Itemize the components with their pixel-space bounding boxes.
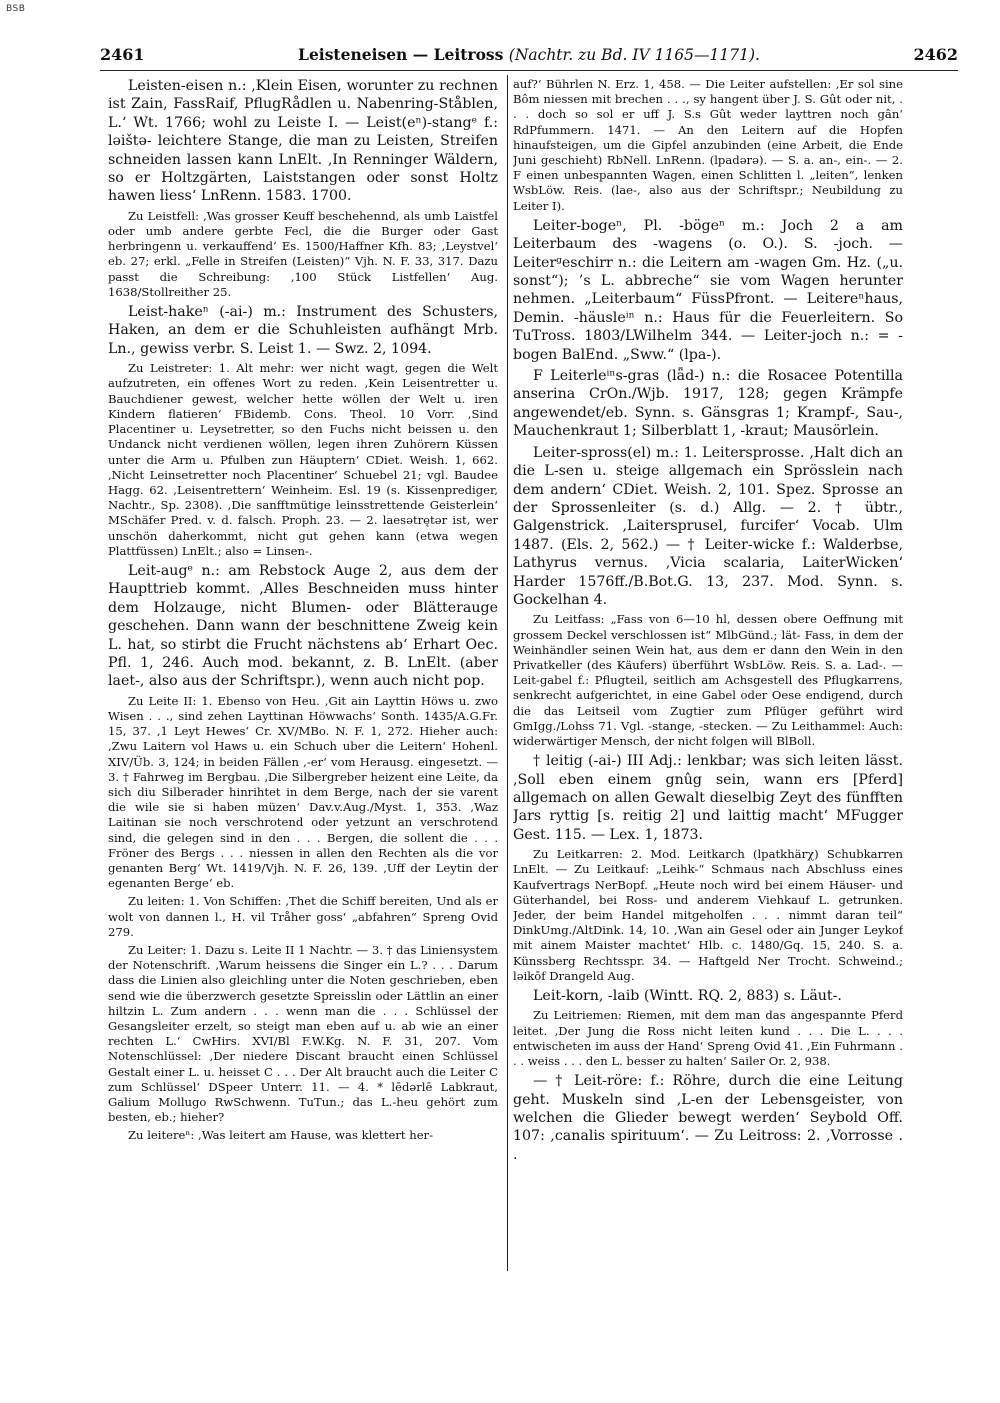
entry: auf?‘ Bührlen N. Erz. 1, 458. — Die Leiter aufstellen: ,Er sol sine Bôm niessen mit brechen . . ., sy hangent über J. S. Gût oder nit, . . . doch so sol er uff J. S.s Gût weder layttren noch gân‘ RdPfummern. 1471. — An den Leitern auf die Hopfen hinaufsteigen, um die Gipfel anzubinden (eine Arbeit, die Ende Juni geschieht) RbNell. LnRenn. (lpadərə). — S. a. an-, ein-. — 2. F einen unbespannten Wagen, einen Schlitten l. „leiten“, lenken WsbLöw. Reis. (lae-, also aus der Schriftspr.; Neubildung zu Leiter I). bbox=[513, 77, 903, 213]
page-number-right: 2462 bbox=[913, 44, 958, 64]
entry: Leisten-eisen n.: ,Klein Eisen, worunter zu rechnen ist Zain, FassRaif, PflugRådlen u. Nabenring-Ståblen, L.‘ Wt. 1766; wohl zu Leiste I. — Leist(eⁿ)-stangᵉ f.: ləištə- leichtere Stange, die man zu Leisten, Streifen schneiden lassen kann LnElt. ,In Renninger Wäldern, so er Holtzgärten, Laiststangen oder sonst Holtz hawen liess‘ LnRenn. 1583. 1700. bbox=[108, 78, 498, 205]
right-column bbox=[513, 77, 903, 1272]
entry: Zu Leistfell: ,Was grosser Keuff beschehennd, als umb Laistfel oder umb andere gerbte Fecl, die die Burger oder Gast herbringenn u. verkauffend‘ Es. 1500/Haffner Kfh. 83; ,Leystvel‘ eb. 27; erkl. „Felle in Streifen (Leisten)“ Vjh. N. F. 33, 317. Dazu passt die Schreibung: ,100 Stück Listfellen‘ Aug. 1638/Stollreither 25. bbox=[108, 208, 498, 299]
entry: Zu Leitkarren: 2. Mod. Leitkarch (lpatkhärχ) Schubkarren LnElt. — Zu Leitkauf: „Leihk-“ Schmaus nach Abschluss eines Kaufvertrags NerBopf. „Heute noch wird bei einem Häuser- und Güterhandel, bei Ross- und anderem Viehkauf L. getrunken. Jeder, der beim Handel mitgeholfen . . . nimmt daran teil“ DinkUmg./AltDink. 14, 10. ,Wan ain Gesel oder ain Junger Leykof mit ainem Maister machtet‘ Hlb. c. 1480/Gq. 15, 240. S. a. Künssberg Rechtsspr. 34. — Haftgeld Ner Trocht. Schweind.; ləikōf Drangeld Aug. bbox=[513, 847, 903, 983]
entry: Leiter-spross(el) m.: 1. Leitersprosse. ,Halt dich an die L-sen u. steige allgemach ein Sprösslein nach dem andern‘ CDiet. Weish. 2, 101. Spez. Sprosse an der Sprossenleiter (s. d.) Allg. — 2. † übtr., Galgenstrick. ,Laitersprusel, furcifer‘ Vocab. Ulm 1487. (Els. 2, 562.) — † Leiter-wicke f.: Walderbse, Lathyrus vernus. ,Vicia scalaria, LaiterWicken‘ Harder 1576ff./B.Bot.G. 13, 237. Mod. Synn. s. Gockelhan 4. bbox=[513, 444, 903, 608]
entry: Zu Leite II: 1. Ebenso von Heu. ,Git ain Layttin Höws u. zwo Wisen . . ., sind zehen Layttinan Höwwachs‘ Sonth. 1435/A.G.Fr. 15, 37. ,1 Leyt Hewes‘ Cr. XV/MBo. N. F. 1, 272. Hieher auch: ,Zwu Laitern vol Haws u. ein Schuch uber die Leitern‘ Hohenl. XIV/Üb. 3, 124; in beiden Fällen ,-er‘ vom Herausg. eingesetzt. — 3. † Fahrweg im Bergbau. ,Die Silbergreber heizent eine Leite, da sich diu Silberader hinrihtet in dem Berge, nach der sie varent die wile sie si haben müzen‘ Dav.v.Aug./Myst. 1, 353. ,Waz Laitinan sie noch verschrotend oder yetzunt an verschrotend sind, die gelegen sind in den . . . Bergen, die sollent die . . . Fröner des Bergs . . . niessen in allen den Rechten als die vor genanten Berg‘ Wt. 1419/Vjh. N. F. 26, 139. ,Uff der Leytin der egenanten Berge‘ eb. bbox=[108, 693, 498, 891]
entry: Zu Leitriemen: Riemen, mit dem man das angespannte Pferd leitet. ,Der Jung die Ross nicht leiten kund . . . Die L. . . . entwischeten im auss der Hand‘ Spreng Ovid 41. ,Ein Fuhrmann . . . weiss . . . den L. besser zu halten‘ Sailer Or. 2, 938. bbox=[513, 1008, 903, 1069]
entry: Zu leitereⁿ: ,Was leitert am Hause, was klettert her- bbox=[128, 1128, 434, 1143]
running-title-ref: (Nachtr. zu Bd. IV 1165—1171). bbox=[508, 45, 760, 64]
running-title bbox=[298, 45, 760, 64]
entry: Zu Leiter: 1. Dazu s. Leite II 1 Nachtr. — 3. † das Liniensystem der Notenschrift. ,Warum heissens die Singer ein L.? . . . Darum dass die Linien also gleichling unter die Noten geschrieben, eben send wie die überzwerch gesetzte Spreisslin oder Lättlin an einer hiltzin L. Zum andern . . . wenn man die . . . Schlüssel der Gesangsleiter erzelt, so steigt man eben auf u. ab wie an einer rechten L.‘ CwHirs. XVI/Bl F.W.Kg. N. F. 31, 207. Vom Notenschlüssel: ,Der niedere Discant braucht einen Schlüssel Gestalt einer L. u. heisset C . . . Der Alt braucht auch die Leiter C zum Schlüssel‘ DSpeer Unterr. 11. — 4. * lēdərlē Labkraut, Galium Mollugo RwSchwenn. TuTun.; das L.-heu gehört zum besten, eb.; hieher? bbox=[108, 943, 498, 1125]
entry: Leiter-bogeⁿ, Pl. -bögeⁿ m.: Joch 2 a am Leiterbaum des -wagens (o. O.). S. -joch. — Leiterᵍeschirr n.: die Leitern am -wagen Gm. Hz. („u. sonst“); ’s L. abbreche“ sie vom Wagen herunter nehmen. „Leiterbaum“ FüssPfront. — Leitereⁿhaus, Demin. -häusleⁱⁿ n.: Haus für die Feuerleitern. So TuTross. 1803/LWilhelm 344. — Leiter-joch n.: = -bogen BalEnd. „Sww.“ (lpa-). bbox=[513, 217, 903, 363]
entry: — † Leit-röre: f.: Röhre, durch die eine Leitung geht. Muskeln sind ,L-en der Lebensgeister, von welchen die Glieder bewegt werden‘ Seybold Off. 107: ,canalis spirituum‘. — Zu Leitross: 2. ,Vorrosse . . bbox=[513, 1073, 903, 1163]
entry: † leitig (-ai-) III Adj.: lenkbar; was sich leiten lässt. ,Soll eben einem gnûg sein, wann ers [Pferd] allgemach on allen Gewalt dieselbig Zeyt des fünfften Jars ryttig [s. reitig 2] und laittig macht‘ MFugger Gest. 115. — Lex. 1, 1873. bbox=[513, 753, 903, 843]
entry: Leit-augᵉ n.: am Rebstock Auge 2, aus dem der Haupttrieb kommt. ,Alles Beschneiden muss hinter dem Holzauge, nicht Blumen- oder Blätterauge geschehen. Dann wann der beschnittene Zweig kein L. hat, so stirbt die Frucht nächstens ab‘ Erhart Oec. Pfl. 1, 246. Auch mod. bekannt, z. B. LnElt. (aber laet-, also aus der Schriftspr.), wenn auch nicht pop. bbox=[108, 562, 498, 690]
page-header bbox=[100, 40, 958, 68]
left-column bbox=[108, 77, 498, 1272]
entry: Zu leiten: 1. Von Schiffen: ,Thet die Schiff bereiten, Und als er wolt von dannen l., H. vil Tråher goss‘ „abfahren“ Spreng Ovid 279. bbox=[108, 894, 498, 939]
page-number-left: 2461 bbox=[100, 44, 145, 64]
entry: Zu Leistreter: 1. Alt mehr: wer nicht wagt, gegen die Welt aufzutreten, ein offenes Wort zu reden. ,Kein Leisentretter u. Bauchdiener gewest, welcher hette wöllen der Welt u. iren Kindern flatieren‘ FBidemb. Cons. Theol. 10 Vorr. ,Sind Placentiner u. Leysetretter, so den Fuchs nicht beissen u. den Undanck nicht verdienen wöllen, legen ihren Zuhörern Küssen unter die Arm u. Pfulben zun Häuptern‘ CDiet. Weish. 1, 662. ,Nicht Leinsetretter noch Placentiner‘ Schuebel 21; vgl. Baudee Hagg. 62. ,Leisentrettern‘ Weinheim. Esl. 19 (s. Kissenprediger, Nachtr., Sp. 2308). ,Die sanfftmütige leinsstrettende Geisterlein‘ MSchäfer Pred. v. d. falsch. Proph. 23. — 2. laesətrętər ist, wer unschön daherkommt, nicht gut gehen kann (etwa wegen Plattfüssen) LnElt.; also = Linsen-. bbox=[108, 361, 498, 558]
entry: F Leiterleⁱⁿs-gras (lǟd-) n.: die Rosacee Potentilla anserina CrOn./Wjb. 1917, 128; gegen Krämpfe angewendet/eb. Synn. s. Gänsgras 1; Krampf-, Sau-, Mauchenkraut 1; Silberblatt 1, -kraut; Mausörlein. bbox=[513, 368, 903, 440]
library-stamp: BSB bbox=[6, 4, 26, 14]
column-divider bbox=[507, 75, 508, 1271]
running-title-main: Leisteneisen — Leitross bbox=[298, 44, 504, 64]
entry: Zu Leitfass: „Fass von 6—10 hl, dessen obere Oeffnung mit grossem Deckel verschlossen ist“ MlbGünd.; lät- Fass, in dem der Weinhändler seinen Wein hat, aus dem er dann den Wein in den Privatkeller (des Käufers) überführt WsbLöw. Reis. S. a. Lad-. — Leit-gabel f.: Pflugteil, seitlich am Achsgestell des Pflugkarrens, senkrecht aufgerichtet, in eine Gabel oder Oese endigend, durch die das Leitseil vom Zugtier zum Pflüger geführt wird GmIgg./Lohss 71. Vgl. -stange, -stecken. — Zu Leithammel: Auch: widerwärtiger Mensch, der nicht folgen will BlBoll. bbox=[513, 612, 903, 748]
header-rule bbox=[100, 70, 958, 71]
entry: Leist-hakeⁿ (-ai-) m.: Instrument des Schusters, Haken, an dem er die Schuhleisten aufhängt Mrb. Ln., gewiss verbr. S. Leist 1. — Swz. 2, 1094. bbox=[108, 304, 498, 357]
entry: Leit-korn, -laib (Wintt. RQ. 2, 883) s. Läut-. bbox=[533, 988, 842, 1005]
